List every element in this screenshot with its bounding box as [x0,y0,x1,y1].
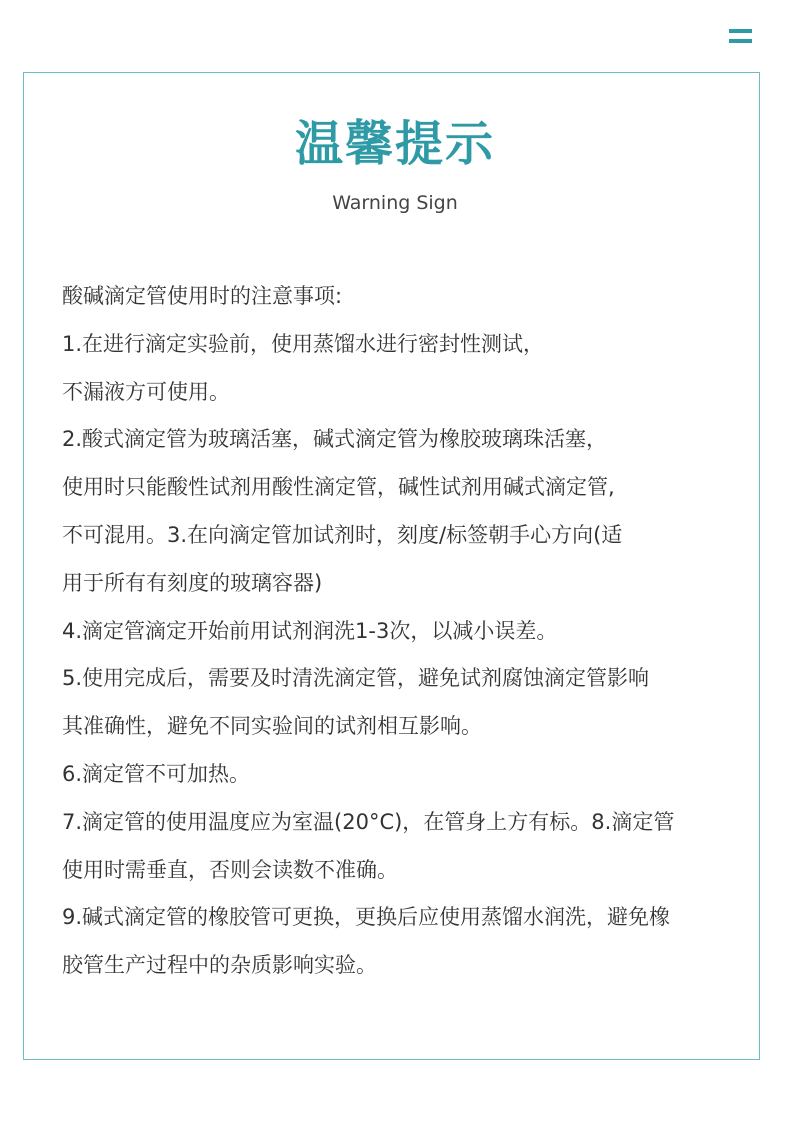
notice-line: 使用时只能酸性试剂用酸性滴定管，碱性试剂用碱式滴定管, [62,475,615,500]
notice-line: 1.在进行滴定实验前，使用蒸馏水进行密封性测试， [62,331,545,356]
notice-line: 4.滴定管滴定开始前用试剂润洗1-3次，以减小误差。 [62,618,558,643]
notice-line: 不漏液方可使用。 [62,379,230,404]
menu-icon[interactable] [729,29,752,43]
notice-line: 酸碱滴定管使用时的注意事项: [62,284,343,308]
notice-line: 用于所有有刻度的玻璃容器) [62,570,323,595]
page-subtitle: Warning Sign [332,192,458,214]
notice-line: 不可混用。3.在向滴定管加试剂时，刻度/标签朝手心方向(适 [62,522,623,547]
menu-bar-bottom [729,39,752,43]
notice-line: 9.碱式滴定管的橡胶管可更换，更换后应使用蒸馏水润洗，避免橡 [62,905,671,930]
notice-line: 胶管生产过程中的杂质影响实验。 [62,953,377,978]
notice-line: 使用时需垂直，否则会读数不准确。 [62,857,398,882]
notice-line: 2.酸式滴定管为玻璃活塞，碱式滴定管为橡胶玻璃珠活塞， [62,427,608,452]
menu-bar-top [729,29,752,33]
notice-line: 6.滴定管不可加热。 [62,761,251,786]
notice-body [62,273,762,990]
notice-line: 其准确性，避免不同实验间的试剂相互影响。 [62,714,482,739]
notice-line: 5.使用完成后，需要及时清洗滴定管，避免试剂腐蚀滴定管影响 [62,666,650,691]
notice-line: 7.滴定管的使用温度应为室温(20°C)，在管身上方有标。8.滴定管 [62,809,675,834]
page-title: 温馨提示 [294,116,495,172]
